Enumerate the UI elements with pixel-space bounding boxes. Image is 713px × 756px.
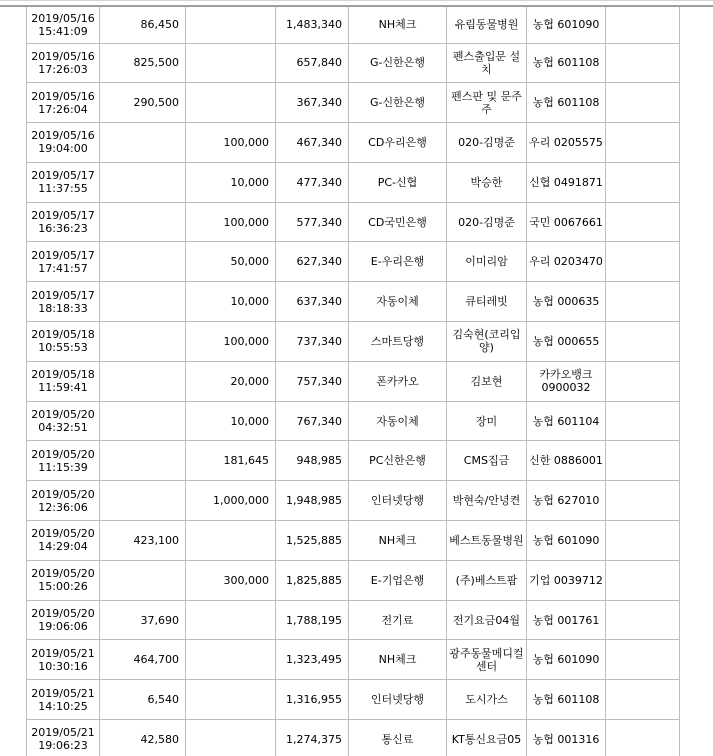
method-cell: CD우리은행 bbox=[349, 123, 447, 163]
transaction-date: 2019/05/16 bbox=[31, 11, 95, 25]
transaction-time: 19:06:06 bbox=[38, 620, 88, 634]
transaction-date: 2019/05/17 bbox=[31, 209, 95, 223]
account-cell: 우리 0205575 bbox=[527, 123, 606, 163]
empty-cell bbox=[606, 162, 680, 202]
deposit-amount: 10,000 bbox=[230, 295, 269, 309]
description-cell: KT통신요금05 bbox=[447, 720, 527, 756]
date-cell bbox=[27, 202, 100, 242]
balance-cell bbox=[276, 83, 349, 123]
balance-amount: 467,340 bbox=[296, 135, 342, 149]
withdrawal-cell bbox=[100, 123, 186, 163]
deposit-amount: 100,000 bbox=[223, 135, 269, 149]
transaction-row[interactable] bbox=[27, 322, 680, 362]
empty-cell bbox=[606, 322, 680, 362]
account-cell: 농협 601108 bbox=[527, 43, 606, 83]
balance-cell bbox=[276, 7, 349, 43]
balance-cell bbox=[276, 441, 349, 481]
balance-cell bbox=[276, 600, 349, 640]
balance-amount: 577,340 bbox=[296, 215, 342, 229]
date-cell bbox=[27, 322, 100, 362]
account-cell: 카카오뱅크 0900032 bbox=[527, 361, 606, 401]
account-cell: 우리 0203470 bbox=[527, 242, 606, 282]
method-cell: 전기료 bbox=[349, 600, 447, 640]
method-cell: 인터넷당행 bbox=[349, 481, 447, 521]
transaction-row[interactable] bbox=[27, 720, 680, 756]
balance-cell bbox=[276, 242, 349, 282]
balance-cell bbox=[276, 43, 349, 83]
balance-amount: 657,840 bbox=[296, 56, 342, 70]
date-cell bbox=[27, 242, 100, 282]
transaction-date: 2019/05/20 bbox=[31, 527, 95, 541]
description-cell: 020-김명준 bbox=[447, 123, 527, 163]
transaction-row[interactable] bbox=[27, 401, 680, 441]
transaction-time: 17:26:04 bbox=[38, 102, 88, 116]
balance-amount: 767,340 bbox=[296, 414, 342, 428]
deposit-cell bbox=[186, 43, 276, 83]
description-cell: 베스트동물병원 bbox=[447, 521, 527, 561]
transaction-time: 15:41:09 bbox=[38, 24, 88, 38]
date-cell bbox=[27, 640, 100, 680]
transaction-time: 17:26:03 bbox=[38, 62, 88, 76]
transaction-row[interactable] bbox=[27, 282, 680, 322]
deposit-cell bbox=[186, 83, 276, 123]
account-cell: 농협 601090 bbox=[527, 521, 606, 561]
withdrawal-cell bbox=[100, 720, 186, 756]
method-cell: CD국민은행 bbox=[349, 202, 447, 242]
transaction-row[interactable] bbox=[27, 7, 680, 43]
description-cell: 이미리암 bbox=[447, 242, 527, 282]
balance-cell bbox=[276, 123, 349, 163]
empty-cell bbox=[606, 83, 680, 123]
transaction-row[interactable] bbox=[27, 361, 680, 401]
withdrawal-cell bbox=[100, 560, 186, 600]
deposit-cell bbox=[186, 640, 276, 680]
balance-cell bbox=[276, 560, 349, 600]
transaction-table-body bbox=[27, 7, 680, 756]
method-cell: 스마트당행 bbox=[349, 322, 447, 362]
description-cell: 펜스출입문 설치 bbox=[447, 43, 527, 83]
deposit-amount: 10,000 bbox=[230, 175, 269, 189]
transaction-time: 15:00:26 bbox=[38, 580, 88, 594]
transaction-date: 2019/05/16 bbox=[31, 129, 95, 143]
date-cell bbox=[27, 600, 100, 640]
transaction-row[interactable] bbox=[27, 43, 680, 83]
account-cell: 농협 601108 bbox=[527, 83, 606, 123]
account-cell: 농협 627010 bbox=[527, 481, 606, 521]
top-edge-line bbox=[0, 0, 713, 1]
deposit-amount: 50,000 bbox=[230, 255, 269, 269]
withdrawal-cell bbox=[100, 481, 186, 521]
deposit-cell bbox=[186, 441, 276, 481]
description-cell: 펜스판 및 문주주 bbox=[447, 83, 527, 123]
transaction-time: 17:41:57 bbox=[38, 261, 88, 275]
withdrawal-amount: 825,500 bbox=[133, 56, 179, 70]
deposit-cell bbox=[186, 521, 276, 561]
account-cell: 농협 000655 bbox=[527, 322, 606, 362]
method-cell: PC-신협 bbox=[349, 162, 447, 202]
description-cell: 도시가스 bbox=[447, 680, 527, 720]
transaction-date: 2019/05/18 bbox=[31, 368, 95, 382]
deposit-amount: 300,000 bbox=[223, 573, 269, 587]
transaction-row[interactable] bbox=[27, 481, 680, 521]
description-cell: 박현숙/안녕켠 bbox=[447, 481, 527, 521]
transaction-date: 2019/05/20 bbox=[31, 408, 95, 422]
withdrawal-cell bbox=[100, 83, 186, 123]
empty-cell bbox=[606, 441, 680, 481]
withdrawal-cell bbox=[100, 361, 186, 401]
deposit-amount: 1,000,000 bbox=[213, 494, 269, 508]
deposit-cell bbox=[186, 7, 276, 43]
deposit-cell bbox=[186, 401, 276, 441]
account-cell: 농협 601104 bbox=[527, 401, 606, 441]
deposit-cell bbox=[186, 720, 276, 756]
method-cell: 인터넷당행 bbox=[349, 680, 447, 720]
empty-cell bbox=[606, 43, 680, 83]
date-cell bbox=[27, 521, 100, 561]
transaction-time: 04:32:51 bbox=[38, 421, 88, 435]
deposit-cell bbox=[186, 162, 276, 202]
description-cell: 전기요금04월 bbox=[447, 600, 527, 640]
balance-cell bbox=[276, 282, 349, 322]
description-cell: CMS집금 bbox=[447, 441, 527, 481]
date-cell bbox=[27, 441, 100, 481]
transaction-time: 16:36:23 bbox=[38, 222, 88, 236]
balance-amount: 948,985 bbox=[296, 454, 342, 468]
account-cell: 농협 601108 bbox=[527, 680, 606, 720]
empty-cell bbox=[606, 640, 680, 680]
transaction-date: 2019/05/18 bbox=[31, 328, 95, 342]
transaction-row[interactable] bbox=[27, 123, 680, 163]
transaction-row[interactable] bbox=[27, 441, 680, 481]
empty-cell bbox=[606, 560, 680, 600]
transaction-row[interactable] bbox=[27, 242, 680, 282]
balance-cell bbox=[276, 680, 349, 720]
withdrawal-cell bbox=[100, 202, 186, 242]
balance-amount: 737,340 bbox=[296, 334, 342, 348]
deposit-cell bbox=[186, 282, 276, 322]
method-cell: E-우리은행 bbox=[349, 242, 447, 282]
description-cell: (주)베스트팜 bbox=[447, 560, 527, 600]
transaction-row[interactable] bbox=[27, 521, 680, 561]
account-cell: 국민 0067661 bbox=[527, 202, 606, 242]
account-cell: 농협 001316 bbox=[527, 720, 606, 756]
transaction-time: 10:55:53 bbox=[38, 341, 88, 355]
transaction-time: 14:29:04 bbox=[38, 540, 88, 554]
transaction-row[interactable] bbox=[27, 162, 680, 202]
date-cell bbox=[27, 162, 100, 202]
account-cell: 농협 601090 bbox=[527, 7, 606, 43]
empty-cell bbox=[606, 521, 680, 561]
method-cell: G-신한은행 bbox=[349, 43, 447, 83]
empty-cell bbox=[606, 7, 680, 43]
transaction-date: 2019/05/20 bbox=[31, 447, 95, 461]
withdrawal-cell bbox=[100, 43, 186, 83]
balance-cell bbox=[276, 521, 349, 561]
method-cell: 통신료 bbox=[349, 720, 447, 756]
transaction-row[interactable] bbox=[27, 640, 680, 680]
date-cell bbox=[27, 680, 100, 720]
balance-cell bbox=[276, 401, 349, 441]
transaction-date: 2019/05/20 bbox=[31, 487, 95, 501]
date-cell bbox=[27, 7, 100, 43]
transaction-date: 2019/05/17 bbox=[31, 248, 95, 262]
transaction-time: 12:36:06 bbox=[38, 500, 88, 514]
withdrawal-amount: 6,540 bbox=[147, 693, 179, 707]
withdrawal-amount: 86,450 bbox=[140, 18, 179, 32]
transaction-time: 10:30:16 bbox=[38, 659, 88, 673]
transaction-date: 2019/05/20 bbox=[31, 607, 95, 621]
transaction-date: 2019/05/16 bbox=[31, 49, 95, 63]
transaction-date: 2019/05/16 bbox=[31, 89, 95, 103]
transaction-time: 11:37:55 bbox=[38, 182, 88, 196]
description-cell: 김보현 bbox=[447, 361, 527, 401]
deposit-cell bbox=[186, 123, 276, 163]
empty-cell bbox=[606, 600, 680, 640]
transaction-time: 19:06:23 bbox=[38, 739, 88, 753]
transaction-row[interactable] bbox=[27, 680, 680, 720]
transaction-row[interactable] bbox=[27, 560, 680, 600]
empty-cell bbox=[606, 361, 680, 401]
deposit-amount: 20,000 bbox=[230, 374, 269, 388]
deposit-amount: 100,000 bbox=[223, 215, 269, 229]
balance-amount: 1,525,885 bbox=[286, 533, 342, 547]
balance-amount: 477,340 bbox=[296, 175, 342, 189]
deposit-cell bbox=[186, 560, 276, 600]
transaction-time: 11:59:41 bbox=[38, 381, 88, 395]
method-cell: 자동이체 bbox=[349, 282, 447, 322]
withdrawal-amount: 290,500 bbox=[133, 96, 179, 110]
balance-amount: 637,340 bbox=[296, 295, 342, 309]
transaction-date: 2019/05/17 bbox=[31, 169, 95, 183]
date-cell bbox=[27, 361, 100, 401]
withdrawal-amount: 37,690 bbox=[140, 613, 179, 627]
deposit-cell bbox=[186, 202, 276, 242]
empty-cell bbox=[606, 720, 680, 756]
empty-cell bbox=[606, 282, 680, 322]
description-cell: 큐티레빗 bbox=[447, 282, 527, 322]
date-cell bbox=[27, 43, 100, 83]
balance-amount: 1,323,495 bbox=[286, 653, 342, 667]
date-cell bbox=[27, 560, 100, 600]
date-cell bbox=[27, 401, 100, 441]
description-cell: 020-김명준 bbox=[447, 202, 527, 242]
deposit-cell bbox=[186, 361, 276, 401]
transactions-table bbox=[26, 7, 680, 756]
account-cell: 신한 0886001 bbox=[527, 441, 606, 481]
method-cell: G-신한은행 bbox=[349, 83, 447, 123]
account-cell: 농협 601090 bbox=[527, 640, 606, 680]
transaction-row[interactable] bbox=[27, 83, 680, 123]
account-cell: 농협 000635 bbox=[527, 282, 606, 322]
transaction-date: 2019/05/17 bbox=[31, 288, 95, 302]
balance-cell bbox=[276, 361, 349, 401]
deposit-cell bbox=[186, 680, 276, 720]
balance-amount: 1,948,985 bbox=[286, 494, 342, 508]
deposit-amount: 10,000 bbox=[230, 414, 269, 428]
method-cell: PC신한은행 bbox=[349, 441, 447, 481]
deposit-cell bbox=[186, 322, 276, 362]
balance-amount: 757,340 bbox=[296, 374, 342, 388]
empty-cell bbox=[606, 481, 680, 521]
description-cell: 김숙현(코리입양) bbox=[447, 322, 527, 362]
withdrawal-cell bbox=[100, 441, 186, 481]
transaction-time: 14:10:25 bbox=[38, 699, 88, 713]
withdrawal-cell bbox=[100, 401, 186, 441]
balance-amount: 1,316,955 bbox=[286, 693, 342, 707]
account-cell: 기업 0039712 bbox=[527, 560, 606, 600]
account-cell: 신협 0491871 bbox=[527, 162, 606, 202]
method-cell: NH체크 bbox=[349, 521, 447, 561]
account-cell: 농협 001761 bbox=[527, 600, 606, 640]
transaction-row[interactable] bbox=[27, 600, 680, 640]
deposit-cell bbox=[186, 481, 276, 521]
deposit-cell bbox=[186, 242, 276, 282]
withdrawal-amount: 423,100 bbox=[133, 533, 179, 547]
transaction-time: 11:15:39 bbox=[38, 460, 88, 474]
withdrawal-cell bbox=[100, 640, 186, 680]
withdrawal-cell bbox=[100, 680, 186, 720]
deposit-amount: 100,000 bbox=[223, 334, 269, 348]
description-cell: 박승한 bbox=[447, 162, 527, 202]
method-cell: 폰카카오 bbox=[349, 361, 447, 401]
withdrawal-cell bbox=[100, 7, 186, 43]
deposit-amount: 181,645 bbox=[223, 454, 269, 468]
transaction-time: 19:04:00 bbox=[38, 142, 88, 156]
withdrawal-cell bbox=[100, 282, 186, 322]
method-cell: 자동이체 bbox=[349, 401, 447, 441]
balance-amount: 627,340 bbox=[296, 255, 342, 269]
withdrawal-cell bbox=[100, 242, 186, 282]
balance-cell bbox=[276, 481, 349, 521]
description-cell: 장미 bbox=[447, 401, 527, 441]
withdrawal-amount: 42,580 bbox=[140, 732, 179, 746]
balance-cell bbox=[276, 162, 349, 202]
date-cell bbox=[27, 282, 100, 322]
balance-amount: 1,274,375 bbox=[286, 732, 342, 746]
empty-cell bbox=[606, 202, 680, 242]
balance-cell bbox=[276, 322, 349, 362]
empty-cell bbox=[606, 401, 680, 441]
transaction-time: 18:18:33 bbox=[38, 301, 88, 315]
date-cell bbox=[27, 720, 100, 756]
date-cell bbox=[27, 481, 100, 521]
transaction-date: 2019/05/21 bbox=[31, 726, 95, 740]
balance-amount: 1,825,885 bbox=[286, 573, 342, 587]
balance-cell bbox=[276, 640, 349, 680]
balance-amount: 367,340 bbox=[296, 96, 342, 110]
description-cell: 광주동물메디컬센터 bbox=[447, 640, 527, 680]
empty-cell bbox=[606, 242, 680, 282]
method-cell: NH체크 bbox=[349, 7, 447, 43]
withdrawal-cell bbox=[100, 322, 186, 362]
transaction-date: 2019/05/20 bbox=[31, 567, 95, 581]
date-cell bbox=[27, 123, 100, 163]
description-cell: 유림동물병원 bbox=[447, 7, 527, 43]
balance-cell bbox=[276, 720, 349, 756]
transaction-date: 2019/05/21 bbox=[31, 646, 95, 660]
balance-amount: 1,788,195 bbox=[286, 613, 342, 627]
withdrawal-amount: 464,700 bbox=[133, 653, 179, 667]
method-cell: NH체크 bbox=[349, 640, 447, 680]
method-cell: E-기업은행 bbox=[349, 560, 447, 600]
balance-amount: 1,483,340 bbox=[286, 18, 342, 32]
date-cell bbox=[27, 83, 100, 123]
withdrawal-cell bbox=[100, 521, 186, 561]
deposit-cell bbox=[186, 600, 276, 640]
withdrawal-cell bbox=[100, 600, 186, 640]
transaction-date: 2019/05/21 bbox=[31, 686, 95, 700]
empty-cell bbox=[606, 680, 680, 720]
empty-cell bbox=[606, 123, 680, 163]
withdrawal-cell bbox=[100, 162, 186, 202]
transaction-row[interactable] bbox=[27, 202, 680, 242]
balance-cell bbox=[276, 202, 349, 242]
